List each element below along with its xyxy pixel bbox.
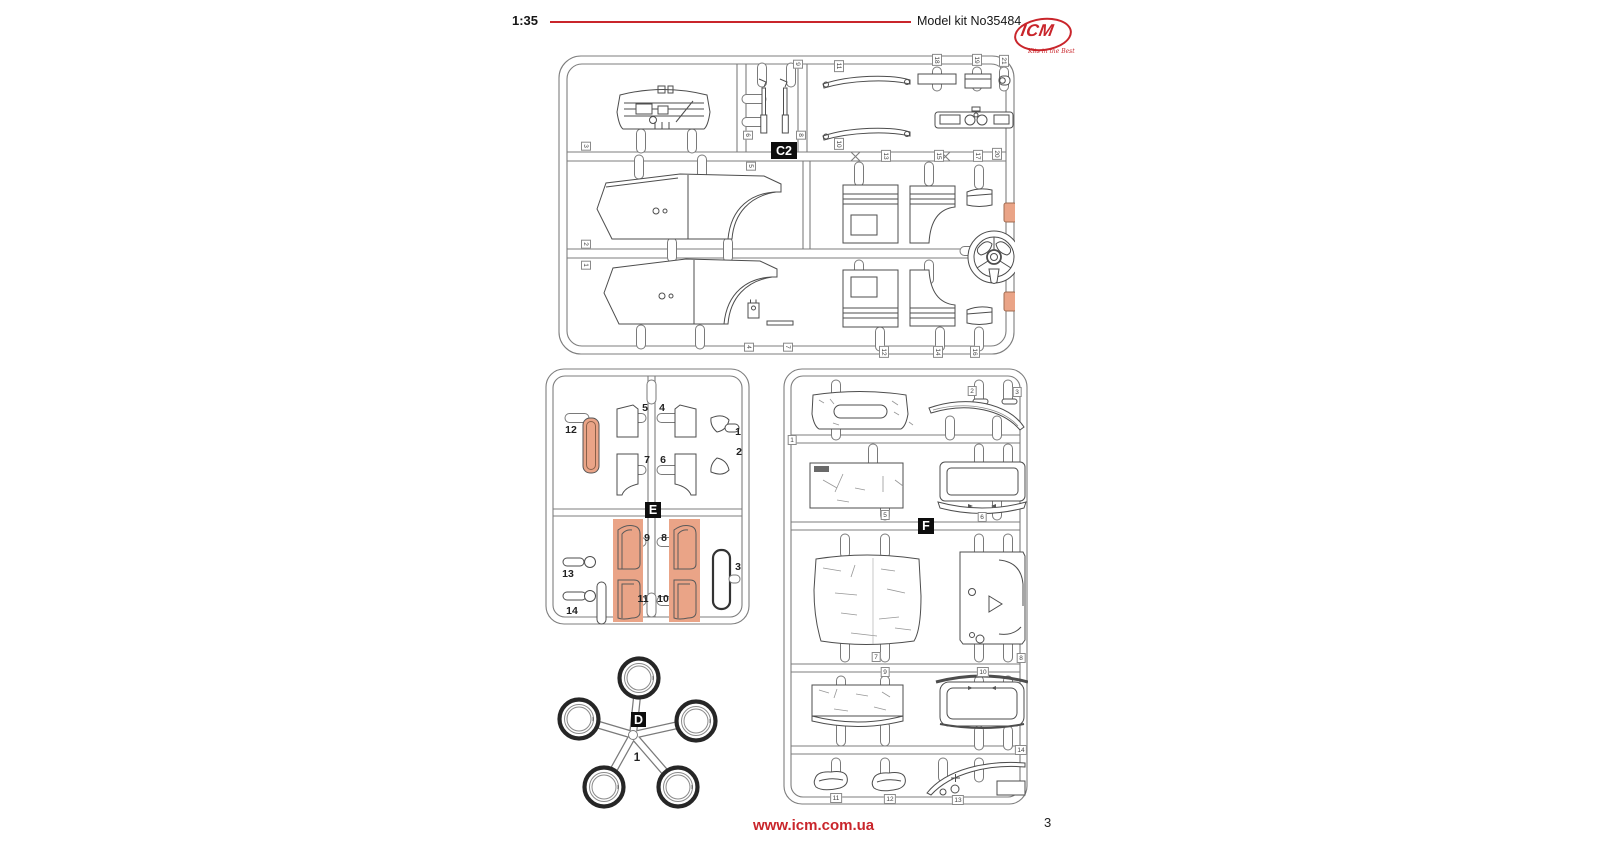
part-number-c2-7: 7: [783, 343, 793, 352]
part-number-c2-2: 2: [581, 240, 591, 249]
part-number-c2-11: 11: [834, 60, 844, 72]
part-number-c2-20: 20: [992, 148, 1002, 160]
part-number-c2-21: 21: [999, 55, 1009, 67]
page-number: 3: [1044, 815, 1052, 830]
website-link[interactable]: www.icm.com.ua: [753, 817, 875, 834]
sprue-c2-art: [558, 55, 1015, 355]
kit-number-label: Model kit No35484: [917, 14, 1022, 28]
sprue-label-d: D: [631, 712, 646, 727]
part-number-e-7: 7: [644, 454, 650, 466]
part-number-c2-17: 17: [973, 150, 983, 162]
part-number-c2-8: 8: [796, 131, 806, 140]
sprue-c2: [558, 55, 1015, 355]
part-number-e-1: 1: [735, 426, 741, 438]
part-number-f-14: 14: [1015, 745, 1027, 755]
part-number-f-11: 11: [830, 793, 842, 803]
header-rule: [550, 21, 911, 23]
icm-logo-tagline: Kits in the Best: [1028, 48, 1075, 55]
part-number-f-10: 10: [977, 667, 989, 677]
part-number-f-5: 5: [881, 510, 890, 520]
sprue-f: [783, 368, 1028, 805]
part-number-c2-18: 18: [932, 54, 942, 66]
part-number-c2-9: 9: [793, 60, 803, 69]
part-number-c2-3: 3: [581, 142, 591, 151]
part-number-f-6: 6: [978, 512, 987, 522]
part-number-c2-15: 15: [934, 150, 944, 162]
icm-logo-text: ICM: [1019, 21, 1056, 40]
sprue-label-f: F: [918, 518, 934, 534]
sprue-label-c2: C2: [771, 142, 797, 159]
part-number-e-9: 9: [644, 532, 650, 544]
part-number-f-12: 12: [884, 794, 896, 804]
part-number-e-4: 4: [659, 402, 665, 414]
sprue-label-e: E: [645, 502, 661, 518]
part-number-f-7: 7: [872, 652, 881, 662]
part-number-c2-1: 1: [581, 261, 591, 270]
part-number-c2-13: 13: [881, 150, 891, 162]
part-number-c2-4: 4: [744, 343, 754, 352]
steering-wheel-part: [968, 231, 1015, 284]
part-number-e-12: 12: [565, 424, 577, 436]
part-number-f-3: 3: [1013, 387, 1022, 397]
part-number-e-6: 6: [660, 454, 666, 466]
part-number-f-13: 13: [952, 795, 964, 805]
sprue-f-art: [783, 368, 1028, 805]
part-number-d-1: 1: [633, 752, 641, 764]
part-number-e-8: 8: [661, 532, 667, 544]
part-number-e-5: 5: [642, 402, 648, 414]
part-number-e-10: 10: [657, 593, 669, 605]
part-number-c2-10: 10: [834, 138, 844, 150]
sprue-d: [545, 640, 725, 810]
part-number-c2-16: 16: [970, 346, 980, 358]
part-number-e-3: 3: [735, 561, 741, 573]
part-number-e-13: 13: [562, 568, 574, 580]
scale-label: 1:35: [512, 13, 539, 28]
sprue-e: [545, 368, 750, 625]
part-number-c2-19: 19: [972, 54, 982, 66]
part-number-e-11: 11: [637, 593, 649, 605]
part-number-e-14: 14: [566, 605, 578, 617]
part-number-f-9: 9: [881, 667, 890, 677]
part-number-f-1: 1: [788, 435, 797, 445]
part-number-c2-12: 12: [879, 346, 889, 358]
part-number-f-8: 8: [1017, 653, 1026, 663]
part-number-c2-5: 5: [746, 162, 756, 171]
part-number-e-2: 2: [736, 446, 742, 458]
icm-logo: [1012, 12, 1074, 58]
part-number-c2-14: 14: [933, 346, 943, 358]
part-number-c2-6: 6: [743, 131, 753, 140]
part-number-f-2: 2: [968, 386, 977, 396]
